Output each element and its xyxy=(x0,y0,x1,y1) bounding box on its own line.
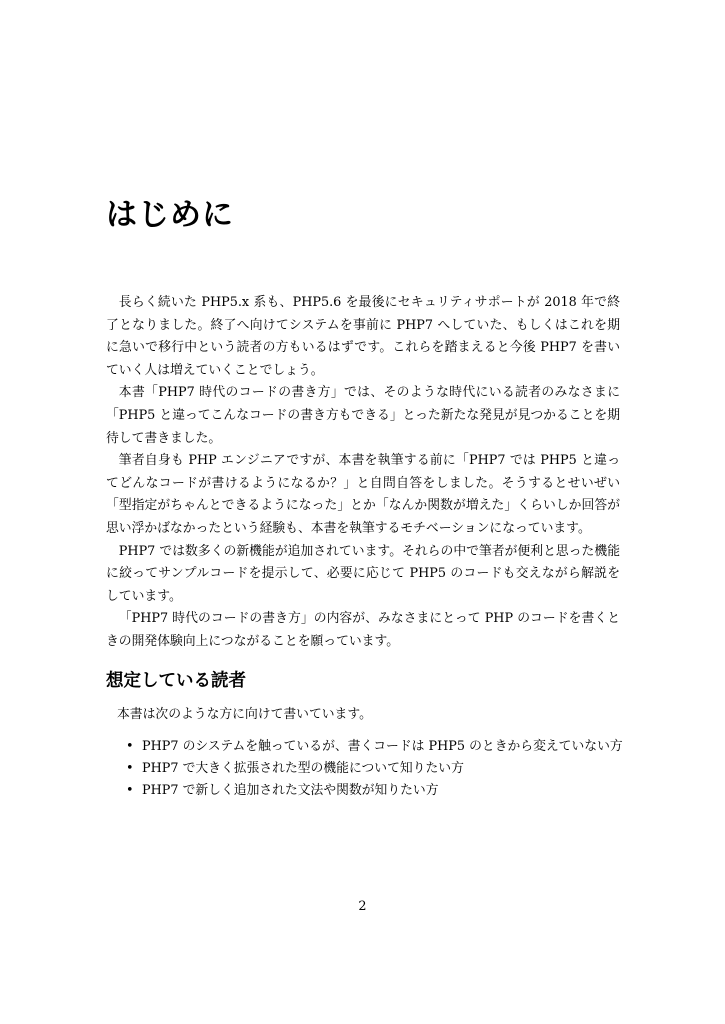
paragraph-3: 筆者自身も PHP エンジニアですが、本書を執筆する前に「PHP7 では PHP5 と違ってどんなコードが書けるようになるか？」と自問自答をしました。そうするとせいぜい「型指定がちゃんとできるようになった」とか「なんか関数が増えた」くらいしか回答が思い浮かばなかったという経験も、本書を執筆するモチベーションになっています。 xyxy=(106,453,620,536)
intro-body xyxy=(106,292,620,654)
chapter-title: はじめに xyxy=(106,197,234,233)
section-intro: 本書は次のような方に向けて書いています。 xyxy=(117,707,372,722)
list-item xyxy=(122,736,623,758)
list-item-text: PHP7 で大きく拡張された型の機能について知りたい方 xyxy=(142,761,464,776)
paragraph-4: PHP7 では数多くの新機能が追加されています。それらの中で筆者が便利と思った機能に絞ってサンプルコードを提示して、必要に応じて PHP5 のコードも交えながら解説をしています。 xyxy=(106,543,620,604)
bullet-icon: • xyxy=(126,783,134,798)
bullet-icon: • xyxy=(126,761,134,776)
paragraph-2: 本書「PHP7 時代のコードの書き方」では、そのような時代にいる読者のみなさまに「PHP5 と違ってこんなコードの書き方もできる」とった新たな発見が見つかることを期待して書きました。 xyxy=(106,385,620,446)
paragraph-1: 長らく続いた PHP5.x 系も、PHP5.6 を最後にセキュリティサポートが 2018 年で終了となりました。終了へ向けてシステムを事前に PHP7 へしていた、もしくはこれを期に急いで移行中という読者の方もいるはずです。これらを踏まえると今後 PHP7 を書いていく人は増えていくことでしょう。 xyxy=(106,295,620,378)
bullet-icon: • xyxy=(126,739,134,754)
list-item xyxy=(122,758,623,780)
section-title: 想定している読者 xyxy=(106,671,246,691)
paragraph-5: 「PHP7 時代のコードの書き方」の内容が、みなさまにとって PHP のコードを書くときの開発体験向上につながることを願っています。 xyxy=(106,611,620,649)
reader-list xyxy=(122,736,623,802)
list-item-text: PHP7 で新しく追加された文法や関数が知りたい方 xyxy=(142,783,439,798)
list-item xyxy=(122,780,623,802)
list-item-text: PHP7 のシステムを触っているが、書くコードは PHP5 のときから変えていない方 xyxy=(142,739,623,754)
page-number: 2 xyxy=(358,899,367,914)
